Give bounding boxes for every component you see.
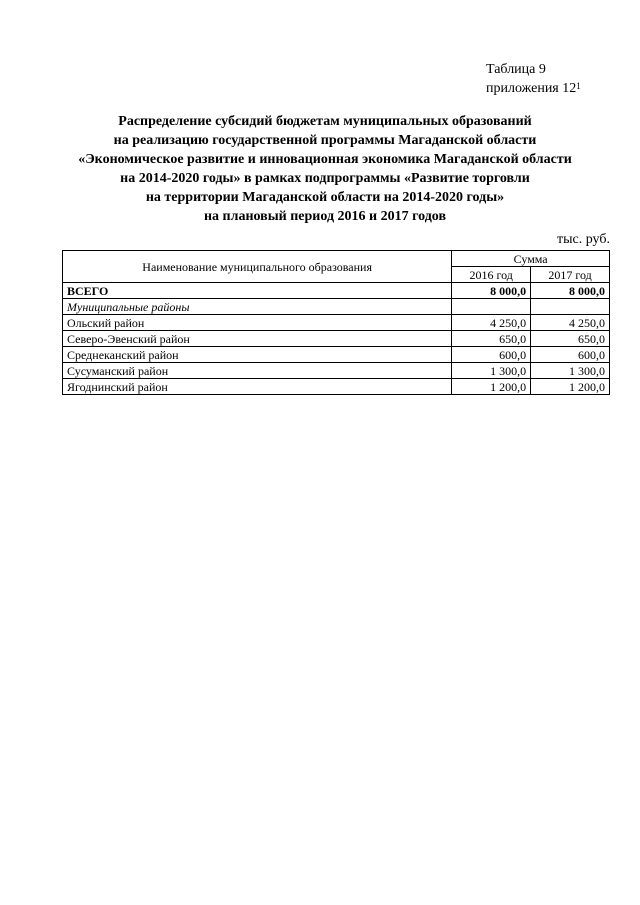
district-name: Ольский район xyxy=(63,315,452,331)
total-label: ВСЕГО xyxy=(63,283,452,299)
value-2017: 4 250,0 xyxy=(531,315,610,331)
value-2016: 600,0 xyxy=(452,347,531,363)
column-header-name: Наименование муниципального образования xyxy=(63,251,452,283)
district-name: Сусуманский район xyxy=(63,363,452,379)
value-2016: 1 300,0 xyxy=(452,363,531,379)
title-line: на реализацию государственной программы Магаданской области xyxy=(113,133,537,148)
title-line: «Экономическое развитие и инновационная экономика Магаданской области xyxy=(78,152,572,167)
value-2016: 1 200,0 xyxy=(452,379,531,395)
section-row xyxy=(63,299,610,315)
table-number: Таблица 9 xyxy=(486,62,546,77)
value-2017: 1 200,0 xyxy=(531,379,610,395)
title-line: Распределение субсидий бюджетам муниципальных образований xyxy=(118,114,532,129)
appendix-label: приложения 12 xyxy=(486,81,577,96)
document-title xyxy=(40,112,610,226)
appendix-number xyxy=(486,79,581,98)
district-name: Ягоднинский район xyxy=(63,379,452,395)
total-2017: 8 000,0 xyxy=(531,283,610,299)
header-row xyxy=(63,251,610,267)
table-row xyxy=(63,347,610,363)
table-row xyxy=(63,379,610,395)
column-header-sum: Сумма xyxy=(452,251,610,267)
section-label: Муниципальные районы xyxy=(63,299,452,315)
total-2016: 8 000,0 xyxy=(452,283,531,299)
table-reference xyxy=(486,60,581,98)
value-2016: 4 250,0 xyxy=(452,315,531,331)
value-2017: 600,0 xyxy=(531,347,610,363)
unit-label: тыс. руб. xyxy=(557,232,610,247)
value-2016: 650,0 xyxy=(452,331,531,347)
table-row xyxy=(63,315,610,331)
title-line: на территории Магаданской области на 2014-2020 годы» xyxy=(145,190,505,205)
district-name: Северо-Эвенский район xyxy=(63,331,452,347)
district-name: Среднеканский район xyxy=(63,347,452,363)
section-empty-2017 xyxy=(531,299,610,315)
title-line: на 2014-2020 годы» в рамках подпрограммы «Развитие торговли xyxy=(120,171,530,186)
title-line: на плановый период 2016 и 2017 годов xyxy=(203,209,447,224)
section-empty-2016 xyxy=(452,299,531,315)
value-2017: 650,0 xyxy=(531,331,610,347)
total-row xyxy=(63,283,610,299)
value-2017: 1 300,0 xyxy=(531,363,610,379)
appendix-superscript: 1 xyxy=(576,81,581,91)
subsidy-table xyxy=(62,250,610,395)
table-row xyxy=(63,363,610,379)
column-header-2016: 2016 год xyxy=(452,267,531,283)
column-header-2017: 2017 год xyxy=(531,267,610,283)
table-row xyxy=(63,331,610,347)
